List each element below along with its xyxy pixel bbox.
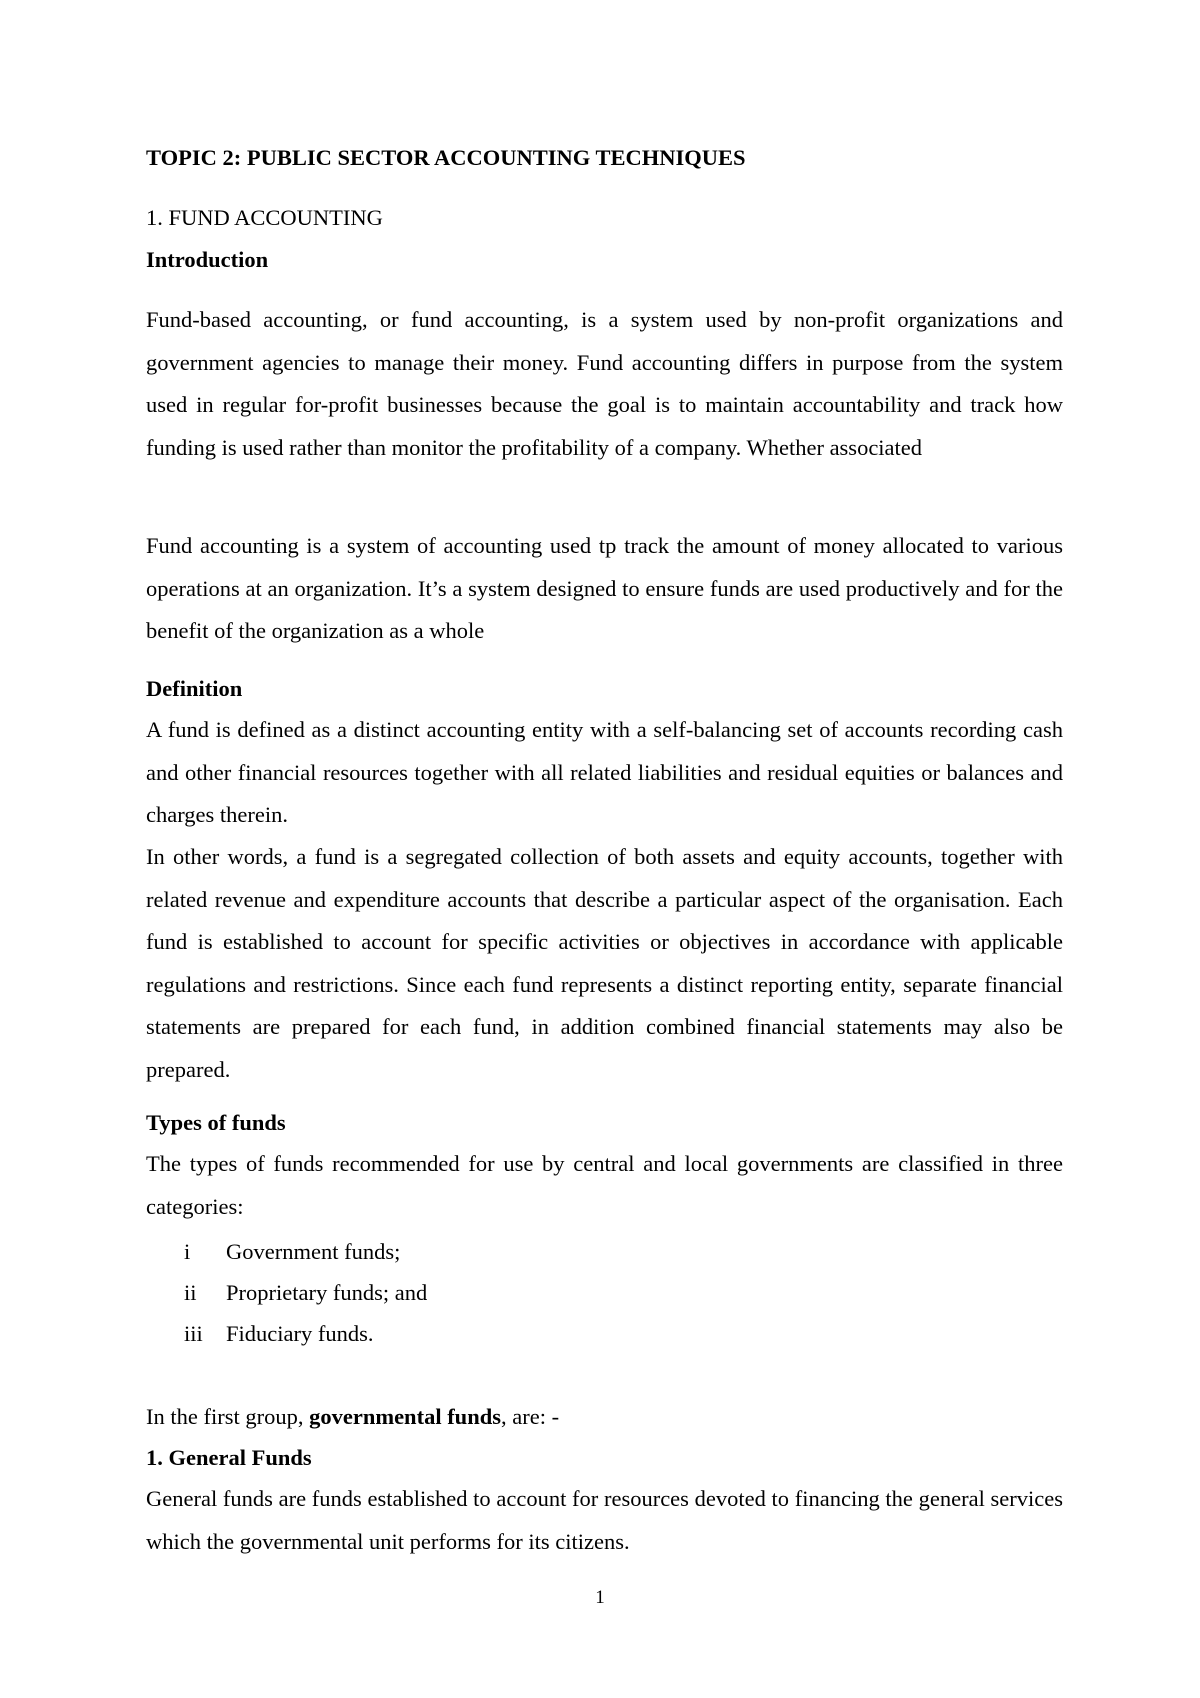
section-title: 1. FUND ACCOUNTING [146, 205, 383, 230]
introduction-heading: Introduction [146, 247, 269, 272]
general-funds-heading: 1. General Funds [146, 1445, 312, 1470]
list-item [184, 1237, 400, 1267]
list-item-text: Government funds; [226, 1239, 401, 1264]
list-item [184, 1278, 427, 1308]
list-item-number: i [184, 1239, 191, 1264]
lead-bold-term: governmental funds [309, 1404, 501, 1429]
topic-title: TOPIC 2: PUBLIC SECTOR ACCOUNTING TECHNIQUES [146, 145, 746, 170]
types-of-funds-heading: Types of funds [146, 1110, 286, 1135]
list-item [184, 1319, 373, 1349]
definition-paragraph-1: A fund is defined as a distinct accounting entity with a self-balancing set of accounts recording cash and other financial resources together with all related liabilities and residual equities or balances and charges therein. [146, 717, 1063, 827]
list-item-text: Proprietary funds; and [226, 1280, 428, 1305]
page-number: 1 [595, 1587, 605, 1608]
definition-heading: Definition [146, 676, 243, 701]
lead-prefix: In the first group, [146, 1404, 310, 1429]
list-item-number: ii [184, 1280, 197, 1305]
list-item-text: Fiduciary funds. [226, 1321, 374, 1346]
governmental-funds-lead [146, 1404, 1063, 1430]
lead-suffix: , are: - [500, 1404, 560, 1429]
list-item-number: iii [184, 1321, 203, 1346]
introduction-paragraph-2: Fund accounting is a system of accounting used tp track the amount of money allocated to various operations at an organization. It’s a system designed to ensure funds are used productively and for the benefit of the organization as a whole [146, 533, 1063, 643]
types-of-funds-paragraph: The types of funds recommended for use by central and local governments are classified in three categories: [146, 1151, 1063, 1219]
introduction-paragraph-1: Fund-based accounting, or fund accounting, is a system used by non-profit organizations and government agencies to manage their money. Fund accounting differs in purpose from the system used in regular for-profit businesses because the goal is to maintain accountability and track how funding is used rather than monitor the profitability of a company. Whether associated [146, 307, 1063, 460]
definition-paragraph-2: In other words, a fund is a segregated collection of both assets and equity accounts, together with related revenue and expenditure accounts that describe a particular aspect of the organisation. Each fund is established to account for specific activities or objectives in accordance with applicable regulations and restrictions. Since each fund represents a distinct reporting entity, separate financial statements are prepared for each fund, in addition combined financial statements may also be prepared. [146, 844, 1063, 1082]
general-funds-paragraph: General funds are funds established to account for resources devoted to financing the general services which the governmental unit performs for its citizens. [146, 1486, 1063, 1554]
